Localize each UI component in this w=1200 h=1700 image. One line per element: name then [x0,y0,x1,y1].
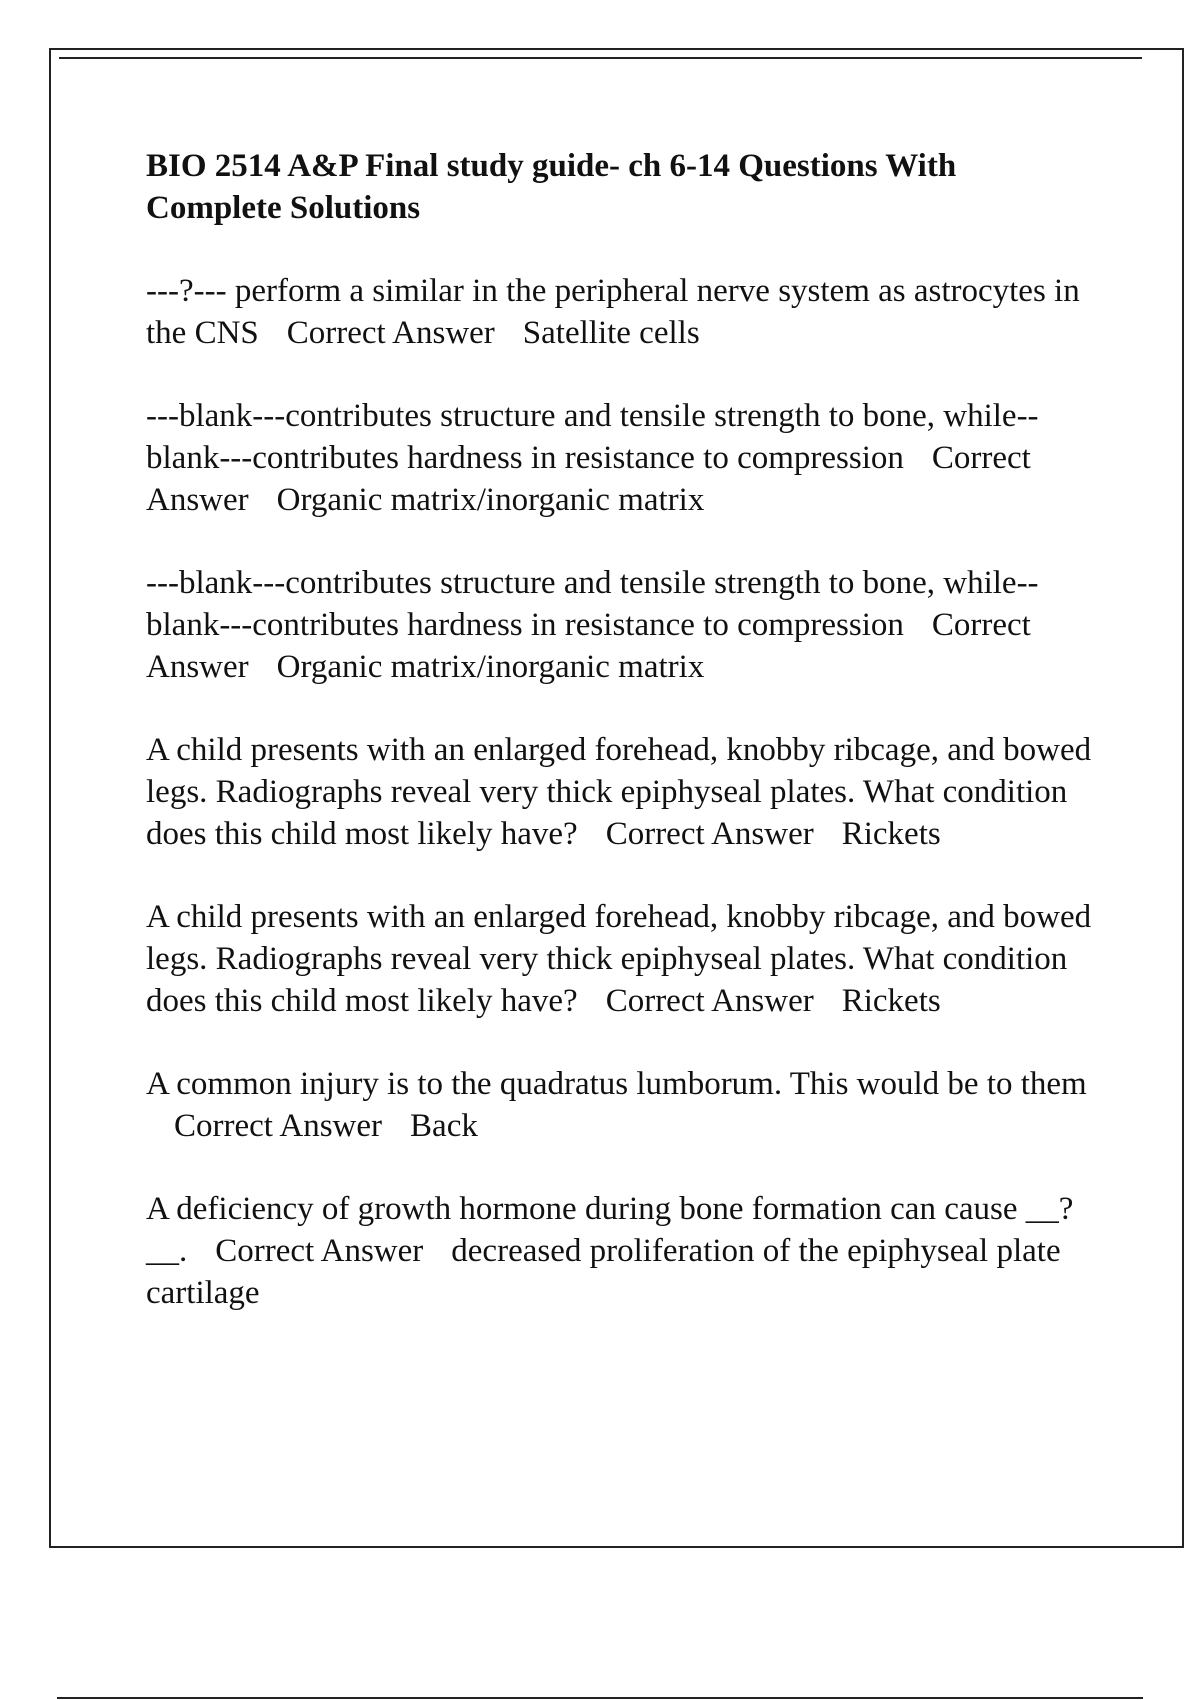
answer-label: Correct Answer [146,440,1038,518]
document-body [146,145,1100,1355]
bottom-rule [57,1697,1143,1699]
answer-text: Organic matrix/inorganic matrix [276,482,705,518]
answer-text: Satellite cells [522,315,700,351]
answer-text: Back [410,1108,478,1144]
qa-item [146,1188,1096,1314]
qa-item [146,729,1100,855]
question-text: A deficiency of growth hormone during bone formation can cause __?__. [146,1191,1074,1269]
answer-label: Correct Answer [286,315,495,351]
answer-label: Correct Answer [605,983,814,1019]
answer-label: Correct Answer [605,816,814,852]
answer-label: Correct Answer [215,1233,424,1269]
question-text: A child presents with an enlarged forehead, knobby ribcage, and bowed legs. Radiographs reveal very thick epiphyseal plates. What condition does this child most likely have? [146,899,1100,1019]
answer-text: Rickets [841,816,941,852]
qa-item [146,395,1096,521]
answer-text: Organic matrix/inorganic matrix [276,649,705,685]
question-text: ---blank---contributes structure and tensile strength to bone, while--blank---contributes hardness in resistance to compression [146,398,1039,476]
question-text: A common injury is to the quadratus lumborum. This would be to them [146,1066,1087,1102]
top-rule [59,57,1142,59]
answer-label: Correct Answer [146,607,1038,685]
question-text: ---?--- perform a similar in the peripheral nerve system as astrocytes in the CNS [146,273,1088,351]
qa-item [146,1063,1096,1147]
document-title: BIO 2514 A&P Final study guide- ch 6-14 Questions With Complete Solutions [146,148,957,226]
question-text: A child presents with an enlarged forehead, knobby ribcage, and bowed legs. Radiographs reveal very thick epiphyseal plates. What condition does this child most likely have? [146,732,1100,852]
qa-item [146,270,1096,354]
qa-item [146,896,1100,1022]
answer-text: Rickets [841,983,941,1019]
answer-text: decreased proliferation of the epiphyseal plate cartilage [146,1233,1069,1311]
qa-item [146,562,1096,688]
answer-label: Correct Answer [174,1108,383,1144]
question-text: ---blank---contributes structure and tensile strength to bone, while--blank---contributes hardness in resistance to compression [146,565,1039,643]
